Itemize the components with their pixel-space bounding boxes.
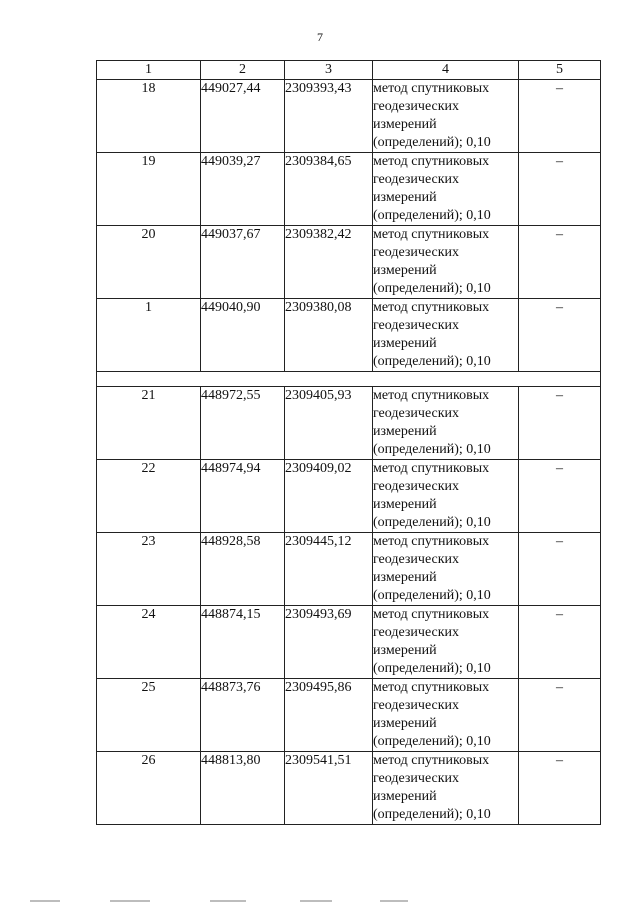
point-number-cell: 21 <box>97 387 201 460</box>
table-row <box>97 153 601 226</box>
dash-mark: – <box>556 154 563 169</box>
point-number-cell: 22 <box>97 460 201 533</box>
method-line: (определений); 0,10 <box>373 442 491 457</box>
method-cell <box>373 80 519 153</box>
dash-mark: – <box>556 81 563 96</box>
header-col-1: 1 <box>97 61 201 80</box>
method-line: измерений <box>373 117 437 132</box>
y-coordinate-cell: 2309493,69 <box>285 606 373 679</box>
method-line: метод спутниковых <box>373 753 490 768</box>
method-line: геодезических <box>373 552 460 567</box>
dash-mark: – <box>556 227 563 242</box>
method-line: измерений <box>373 497 437 512</box>
y-coordinate-cell: 2309382,42 <box>285 226 373 299</box>
point-number-cell: 18 <box>97 80 201 153</box>
method-line: метод спутниковых <box>373 461 490 476</box>
y-coordinate-cell: 2309409,02 <box>285 460 373 533</box>
point-number-cell: 25 <box>97 679 201 752</box>
point-number-cell: 26 <box>97 752 201 825</box>
method-cell <box>373 460 519 533</box>
method-line: геодезических <box>373 172 460 187</box>
col5-cell <box>519 153 601 226</box>
point-number-cell: 20 <box>97 226 201 299</box>
method-line: (определений); 0,10 <box>373 734 491 749</box>
x-coordinate-cell: 449039,27 <box>201 153 285 226</box>
method-line: геодезических <box>373 318 460 333</box>
point-number-cell: 23 <box>97 533 201 606</box>
method-line: метод спутниковых <box>373 534 490 549</box>
x-coordinate-cell: 449037,67 <box>201 226 285 299</box>
method-line: (определений); 0,10 <box>373 135 491 150</box>
table-header-row <box>97 61 601 80</box>
method-line: метод спутниковых <box>373 388 490 403</box>
method-line: геодезических <box>373 698 460 713</box>
method-line: (определений); 0,10 <box>373 281 491 296</box>
col5-cell <box>519 460 601 533</box>
method-line: геодезических <box>373 406 460 421</box>
dash-mark: – <box>556 534 563 549</box>
method-line: (определений); 0,10 <box>373 208 491 223</box>
dash-mark: – <box>556 753 563 768</box>
method-line: геодезических <box>373 771 460 786</box>
dash-mark: – <box>556 388 563 403</box>
method-line: (определений); 0,10 <box>373 807 491 822</box>
method-cell <box>373 533 519 606</box>
method-line: измерений <box>373 789 437 804</box>
table-row <box>97 226 601 299</box>
method-line: геодезических <box>373 479 460 494</box>
point-number-cell: 19 <box>97 153 201 226</box>
x-coordinate-cell: 448873,76 <box>201 679 285 752</box>
y-coordinate-cell: 2309380,08 <box>285 299 373 372</box>
method-line: измерений <box>373 643 437 658</box>
col5-cell <box>519 226 601 299</box>
method-cell <box>373 299 519 372</box>
y-coordinate-cell: 2309384,65 <box>285 153 373 226</box>
method-line: метод спутниковых <box>373 227 490 242</box>
x-coordinate-cell: 449040,90 <box>201 299 285 372</box>
table-row <box>97 752 601 825</box>
method-cell <box>373 606 519 679</box>
header-col-5: 5 <box>519 61 601 80</box>
method-line: измерений <box>373 263 437 278</box>
col5-cell <box>519 606 601 679</box>
method-line: измерений <box>373 190 437 205</box>
table-row <box>97 299 601 372</box>
dash-mark: – <box>556 680 563 695</box>
table-row <box>97 80 601 153</box>
method-line: метод спутниковых <box>373 607 490 622</box>
page-number: 7 <box>317 30 323 44</box>
method-line: измерений <box>373 336 437 351</box>
x-coordinate-cell: 449027,44 <box>201 80 285 153</box>
method-line: геодезических <box>373 625 460 640</box>
table-row <box>97 679 601 752</box>
col5-cell <box>519 387 601 460</box>
header-col-3: 3 <box>285 61 373 80</box>
method-line: метод спутниковых <box>373 680 490 695</box>
x-coordinate-cell: 448928,58 <box>201 533 285 606</box>
col5-cell <box>519 752 601 825</box>
method-line: метод спутниковых <box>373 81 490 96</box>
x-coordinate-cell: 448813,80 <box>201 752 285 825</box>
method-cell <box>373 153 519 226</box>
method-line: измерений <box>373 424 437 439</box>
method-line: измерений <box>373 716 437 731</box>
table-row <box>97 533 601 606</box>
scan-edge-artifact <box>0 897 640 905</box>
method-cell <box>373 226 519 299</box>
method-line: метод спутниковых <box>373 300 490 315</box>
col5-cell <box>519 80 601 153</box>
method-line: метод спутниковых <box>373 154 490 169</box>
table-row <box>97 460 601 533</box>
y-coordinate-cell: 2309445,12 <box>285 533 373 606</box>
method-line: измерений <box>373 570 437 585</box>
col5-cell <box>519 679 601 752</box>
y-coordinate-cell: 2309405,93 <box>285 387 373 460</box>
x-coordinate-cell: 448974,94 <box>201 460 285 533</box>
x-coordinate-cell: 448874,15 <box>201 606 285 679</box>
dash-mark: – <box>556 607 563 622</box>
x-coordinate-cell: 448972,55 <box>201 387 285 460</box>
method-line: (определений); 0,10 <box>373 515 491 530</box>
method-line: (определений); 0,10 <box>373 661 491 676</box>
coordinates-table <box>96 60 601 825</box>
method-line: (определений); 0,10 <box>373 354 491 369</box>
y-coordinate-cell: 2309541,51 <box>285 752 373 825</box>
y-coordinate-cell: 2309393,43 <box>285 80 373 153</box>
contour-separator-row <box>97 372 601 387</box>
separator-cell <box>97 372 601 387</box>
dash-mark: – <box>556 461 563 476</box>
method-line: (определений); 0,10 <box>373 588 491 603</box>
method-cell <box>373 679 519 752</box>
method-cell <box>373 752 519 825</box>
point-number-cell: 24 <box>97 606 201 679</box>
table-row <box>97 387 601 460</box>
y-coordinate-cell: 2309495,86 <box>285 679 373 752</box>
col5-cell <box>519 533 601 606</box>
method-line: геодезических <box>373 99 460 114</box>
table-row <box>97 606 601 679</box>
method-line: геодезических <box>373 245 460 260</box>
col5-cell <box>519 299 601 372</box>
dash-mark: – <box>556 300 563 315</box>
point-number-cell: 1 <box>97 299 201 372</box>
header-col-2: 2 <box>201 61 285 80</box>
header-col-4: 4 <box>373 61 519 80</box>
method-cell <box>373 387 519 460</box>
